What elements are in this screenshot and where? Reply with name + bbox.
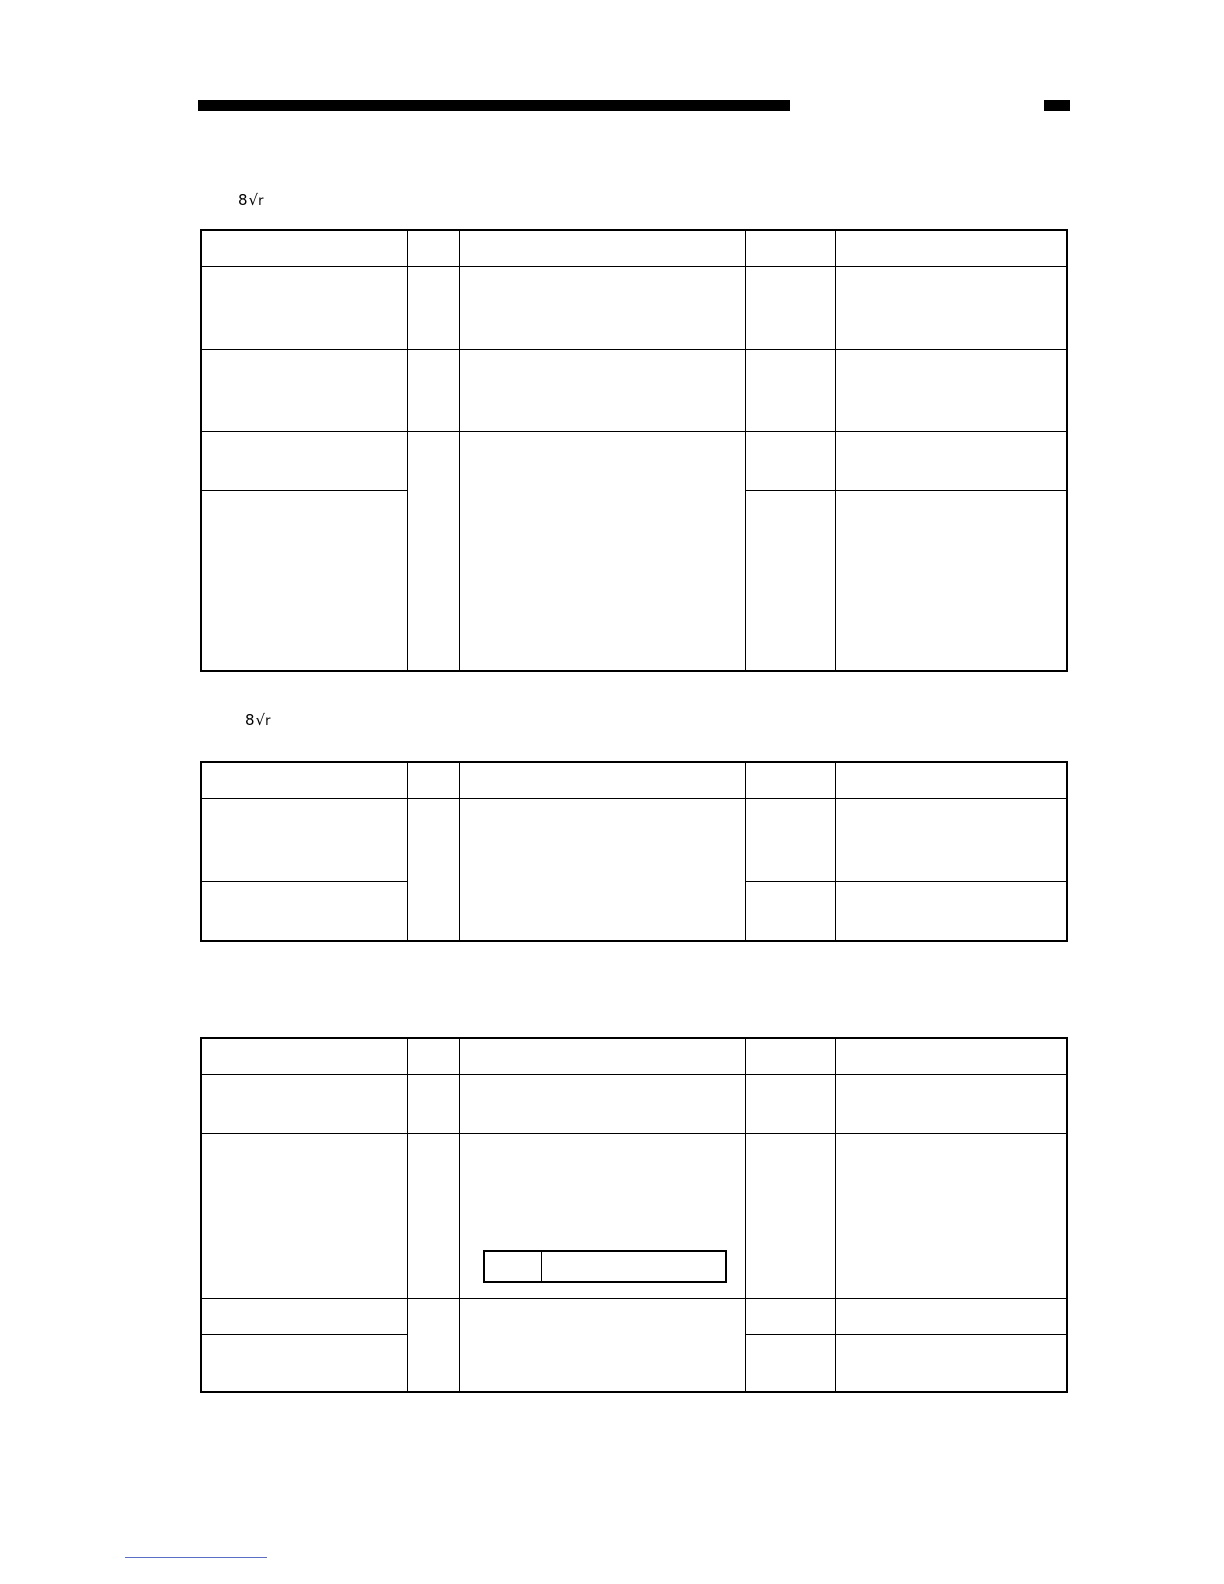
column-divider <box>459 1039 460 1391</box>
section-marker-symbol: √ <box>255 711 266 729</box>
header-rule-long <box>198 100 790 111</box>
column-divider <box>835 231 836 670</box>
table-1 <box>200 229 1068 672</box>
section-marker-letter: r <box>265 714 271 729</box>
section-marker-digit: 8 <box>245 711 255 729</box>
column-divider <box>745 763 746 940</box>
column-divider <box>459 231 460 670</box>
table-row <box>745 1334 1066 1335</box>
section-marker-2 <box>245 711 270 731</box>
footer-link-underline[interactable] <box>125 1557 267 1558</box>
table-header-row <box>202 798 1066 799</box>
column-divider <box>835 1039 836 1391</box>
table-row <box>202 349 1066 350</box>
column-divider <box>745 231 746 670</box>
section-marker-letter: r <box>258 194 264 209</box>
table-row <box>202 490 407 491</box>
section-marker-1 <box>238 191 263 211</box>
table-3 <box>200 1037 1068 1393</box>
header-rule-short <box>1044 100 1070 111</box>
column-divider <box>407 1039 408 1391</box>
column-divider <box>745 1039 746 1391</box>
table-row <box>202 1334 407 1335</box>
table-header-row <box>202 1074 1066 1075</box>
section-marker-symbol: √ <box>248 191 259 209</box>
table-2 <box>200 761 1068 942</box>
inner-box-divider <box>541 1252 542 1281</box>
table-row <box>202 1298 1066 1299</box>
column-divider <box>459 763 460 940</box>
section-marker-digit: 8 <box>238 191 248 209</box>
table-header-row <box>202 266 1066 267</box>
table-row <box>202 431 1066 432</box>
column-divider <box>407 231 408 670</box>
column-divider <box>835 763 836 940</box>
column-divider <box>407 763 408 940</box>
table-row <box>202 881 407 882</box>
table-row <box>202 1133 1066 1134</box>
table-row <box>745 490 1066 491</box>
table-row <box>745 881 1066 882</box>
inner-value-box <box>483 1250 727 1283</box>
